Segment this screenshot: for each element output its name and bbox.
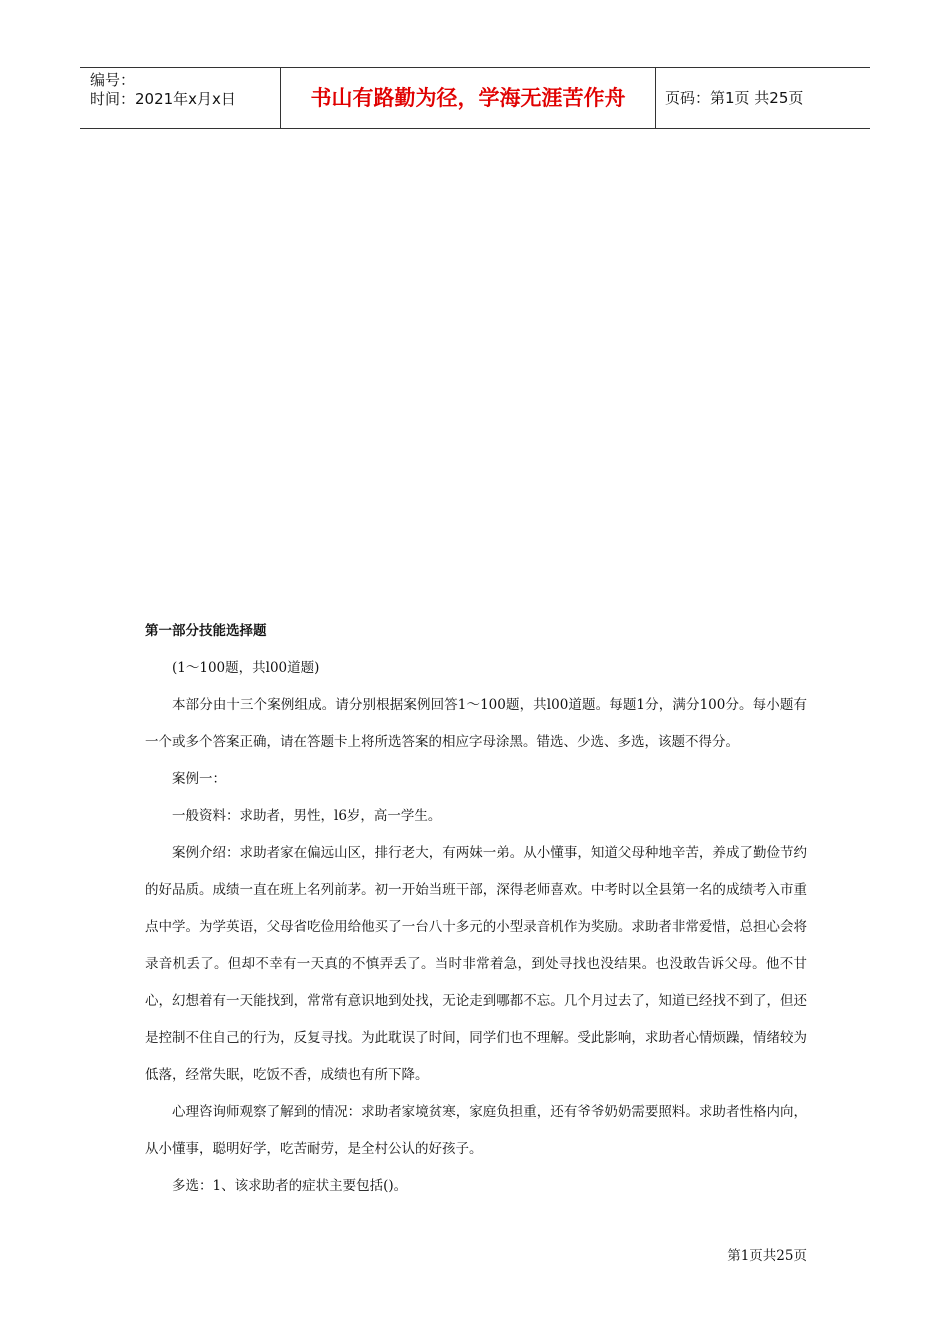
header-motto: 书山有路勤为径，学海无涯苦作舟: [281, 68, 656, 128]
counselor-observation-paragraph: 心理咨询师观察了解到的情况：求助者家境贫寒，家庭负担重，还有爷爷奶奶需要照料。求助者性格内向，从小懂事，聪明好学，吃苦耐劳，是全村公认的好孩子。: [145, 1104, 807, 1157]
instructions-paragraph: 本部分由十三个案例组成。请分别根据案例回答1～100题，共l00道题。每题1分，满分100分。每小题有一个或多个答案正确，请在答题卡上将所选答案的相应字母涂黑。错选、少选、多选，该题不得分。: [145, 697, 807, 750]
section-subtitle: (1～100题，共l00道题): [172, 660, 320, 676]
page-footer: 第1页共25页: [727, 1248, 807, 1264]
case-title: 案例一：: [172, 771, 226, 787]
section-title: 第一部分技能选择题: [145, 623, 267, 639]
document-time-label: 时间：2021年x月x日: [90, 90, 236, 108]
page-header: [80, 67, 870, 129]
header-page-info: 页码：第1页 共25页: [665, 89, 804, 107]
question-1: 多选：1、该求助者的症状主要包括()。: [172, 1178, 408, 1194]
document-body: [145, 613, 807, 1205]
document-number-label: 编号：: [90, 71, 136, 89]
case-intro-paragraph: 案例介绍：求助者家在偏远山区，排行老大，有两妹一弟。从小懂事，知道父母种地辛苦，养成了勤俭节约的好品质。成绩一直在班上名列前茅。初一开始当班干部，深得老师喜欢。中考时以全县第一名的成绩考入市重点中学。为学英语，父母省吃俭用给他买了一台八十多元的小型录音机作为奖励。求助者非常爱惜，总担心会将录音机丢了。但却不幸有一天真的不慎弄丢了。当时非常着急，到处寻找也没结果。也没敢告诉父母。他不甘心，幻想着有一天能找到，常常有意识地到处找，无论走到哪都不忘。几个月过去了，知道已经找不到了，但还是控制不住自己的行为，反复寻找。为此耽误了时间，同学们也不理解。受此影响，求助者心情烦躁，情绪较为低落，经常失眠，吃饭不香，成绩也有所下降。: [145, 845, 807, 1083]
header-meta: [80, 68, 281, 128]
general-info-paragraph: 一般资料：求助者，男性，l6岁，高一学生。: [172, 808, 442, 824]
